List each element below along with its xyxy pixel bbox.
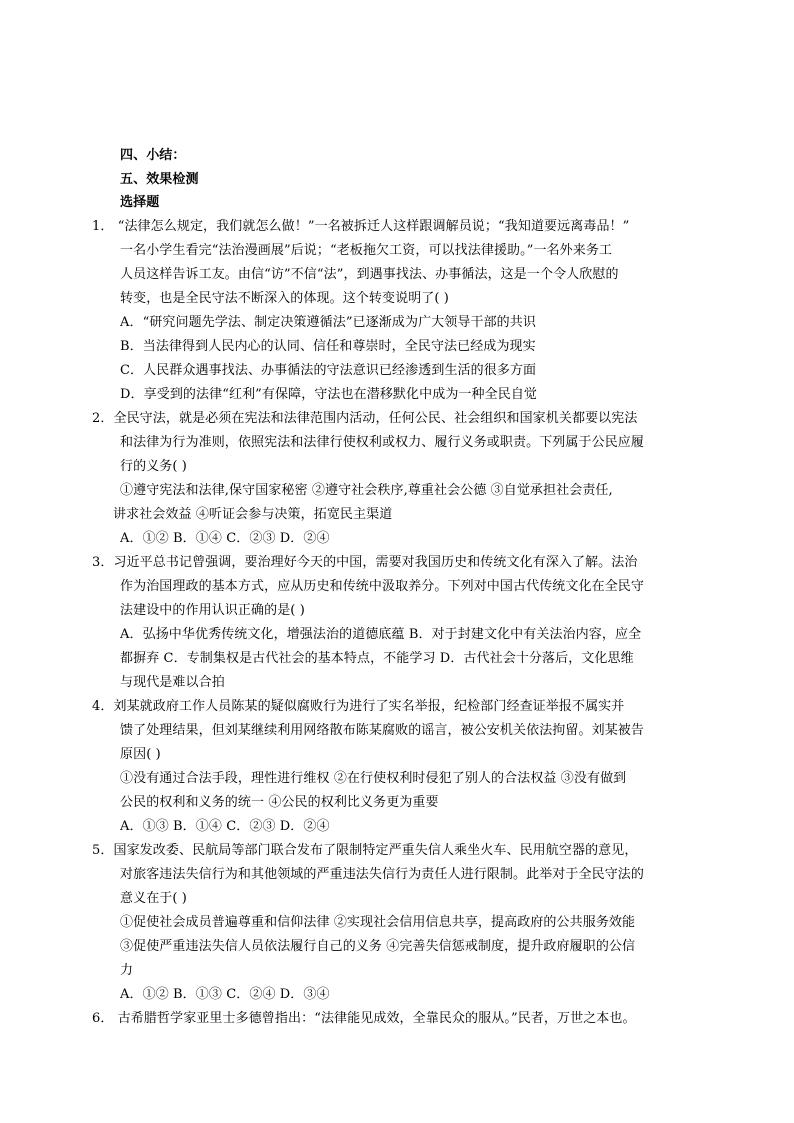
test-heading: 五、效果检测	[120, 172, 199, 187]
answer-options: 都摒弃 C．专制集权是古代社会的基本特点，不能学习 D．古代社会十分落后，文化思维	[120, 651, 634, 666]
statement-line: 公民的权利和义务的统一 ④公民的权利比义务更为重要	[120, 795, 439, 810]
option-d: D．享受到的法律“红利”有保障，守法也在潜移默化中成为一种全民自觉	[120, 387, 538, 402]
question-text-line: 1． “法律怎么规定，我们就怎么做！”一名被拆迁人这样跟调解员说；“我知道要远离毒品！”	[92, 219, 630, 234]
question-text-line: 原因( )	[120, 747, 161, 762]
statement-line: 力	[120, 963, 134, 978]
summary-heading: 四、小结：	[120, 148, 186, 163]
answer-options: A．①③ B．①④ C．②③ D．②④	[120, 819, 330, 834]
question-text-line: 转变，也是全民守法不断深入的体现。这个转变说明了( )	[120, 291, 449, 306]
question-text-line: 和法律为行为准则，依照宪法和法律行使权利或权力、履行义务或职责。下列属于公民应履	[120, 435, 645, 450]
question-text-line: 对旅客违法失信行为和其他领域的严重违法失信行为责任人进行限制。此举对于全民守法的	[120, 867, 645, 882]
answer-options: A．①② B．①④ C．②③ D．②④	[120, 531, 330, 546]
question-text-line: 一名小学生看完“法治漫画展”后说；“老板拖欠工资，可以找法律援助。”一名外来务工	[120, 243, 613, 258]
statement-line: ①促使社会成员普遍尊重和信仰法律 ②实现社会信用信息共享，提高政府的公共服务效能	[120, 915, 636, 930]
question-text-line: 意义在于( )	[120, 891, 187, 906]
question-text-line: 馈了处理结果，但刘某继续利用网络散布陈某腐败的谣言，被公安机关依法拘留。刘某被告	[120, 723, 645, 738]
question-text-line: 6． 古希腊哲学家亚里士多德曾指出：“法律能见成效，全靠民众的服从。”民者，万世之本也。	[92, 1011, 636, 1026]
statement-line: ③促使严重违法失信人员依法履行自己的义务 ④完善失信惩戒制度，提升政府履职的公信	[120, 939, 636, 954]
question-text-line: 行的义务( )	[120, 459, 187, 474]
question-text-line: 法建设中的作用认识正确的是( )	[120, 603, 305, 618]
statement-line: 讲求社会效益 ④听证会参与决策，拓宽民主渠道	[113, 507, 393, 522]
statement-line: ①遵守宪法和法律,保守国家秘密 ②遵守社会秩序,尊重社会公德 ③自觉承担社会责任,	[120, 483, 613, 498]
option-b: B．当法律得到人民内心的认同、信任和尊崇时，全民守法已经成为现实	[120, 339, 536, 354]
choice-heading: 选择题	[120, 195, 160, 210]
statement-line: ①没有通过合法手段，理性进行维权 ②在行使权利时侵犯了别人的合法权益 ③没有做到	[120, 771, 627, 786]
question-text-line: 人员这样告诉工友。由信“访”不信“法”，到遇事找法、办事循法，这是一个令人欣慰的	[120, 267, 619, 282]
question-text-line: 5．国家发改委、民航局等部门联合发布了限制特定严重失信人乘坐火车、民用航空器的意见，	[92, 843, 638, 858]
answer-options: A．弘扬中华优秀传统文化，增强法治的道德底蕴 B．对于封建文化中有关法治内容，应全	[120, 627, 642, 642]
question-text-line: 4．刘某就政府工作人员陈某的疑似腐败行为进行了实名举报，纪检部门经查证举报不属实并	[92, 699, 625, 714]
answer-options: 与现代是难以合拍	[120, 675, 225, 690]
question-text-line: 2．全民守法，就是必须在宪法和法律范围内活动，任何公民、社会组织和国家机关都要以宪法	[92, 411, 638, 426]
answer-options: A．①② B．①③ C．②④ D．③④	[120, 987, 330, 1002]
question-text-line: 作为治国理政的基本方式，应从历史和传统中汲取养分。下列对中国古代传统文化在全民守	[120, 579, 645, 594]
option-c: C．人民群众遇事找法、办事循法的守法意识已经渗透到生活的很多方面	[120, 363, 537, 378]
question-text-line: 3．习近平总书记曾强调，要治理好今天的中国，需要对我国历史和传统文化有深入了解。法治	[92, 555, 638, 570]
option-a: A．“研究问题先学法、制定决策遵循法”已逐渐成为广大领导干部的共识	[120, 315, 536, 330]
